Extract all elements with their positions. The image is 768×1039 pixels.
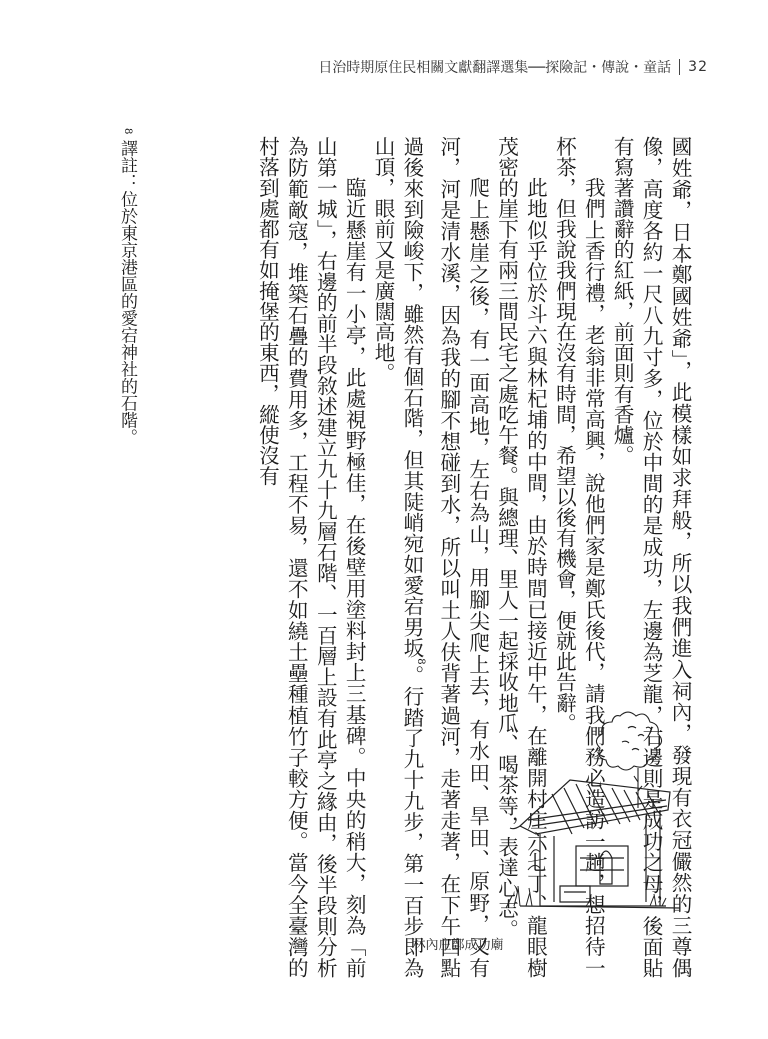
footnote-reference[interactable]: 8	[414, 658, 426, 665]
paragraph-1: 國姓爺，日本鄭國姓爺」，此模樣如求拜般，所以我們進入祠內，發現有衣冠儼然的三尊偶像，高度各約一尺八九寸多，位於中間的是成功，左邊為芝龍，右邊則是成功之母，後面貼有寫著讚辭的紅紙，前面則有香爐。	[610, 136, 692, 978]
paragraph-2: 我們上香行禮，老翁非常高興，說他們家是鄭氏後代，請我們務必造訪一趟，想招待一杯茶，但我說我們現在沒有時間，希望以後有機會，便就此告辭。	[552, 136, 606, 978]
page-number: 32	[688, 59, 708, 75]
footnote	[108, 128, 138, 588]
footnote-mark: 8	[122, 128, 133, 135]
paragraph-4-text: 爬上懸崖之後，有一面高地，左右為山，用腳尖爬上去，有水田、旱田、原野，又有河，河是清水溪，因為我的腳不想碰到水，所以叫土人伕背著過河，走著走著，在下午四點過後來到險峻下，雖然有個石階，但其陡峭宛如愛宕男坂	[399, 136, 490, 978]
temple-illustration	[500, 706, 680, 932]
paragraph-3: 此地似乎位於斗六與林杞埔的中間，由於時間已接近中午，在離開村庄六七丁、龍眼樹茂密的崖下有兩三間民宅之處吃午餐。與總理、里人一起採收地瓜、喝茶等，表達心志。	[494, 136, 548, 978]
paragraph-5: 臨近懸崖有一小亭，此處視野極佳，在後壁用塗料封上三基碑。中央的稍大，刻為「前山第一城」，右邊的前半段敘述建立九十九層石階、一百層上設有此亭之緣由，後半段則分析為防範敵寇，堆築石疊的費用多，工程不易，還不如繞土壘種植竹子較方便。當今全臺灣的村落到處都有如掩堡的東西，縱使沒有	[255, 136, 367, 978]
tree-foliage	[596, 712, 661, 808]
footnote-text: 譯註：位於東京港區的愛宕神社的石階。	[117, 139, 137, 446]
header-title: 日治時期原住民相關文獻翻譯選集──探險記・傳說・童話	[318, 60, 672, 76]
page-header	[318, 56, 708, 78]
paragraph-4	[368, 136, 491, 978]
header-divider	[679, 59, 680, 75]
paragraph-4-text-after: 。行踏了九十九步，第一百步即為山頂，眼前又是廣闊高地。	[371, 136, 424, 978]
illustration-caption: 林內庄鄭成功廟	[412, 938, 504, 953]
